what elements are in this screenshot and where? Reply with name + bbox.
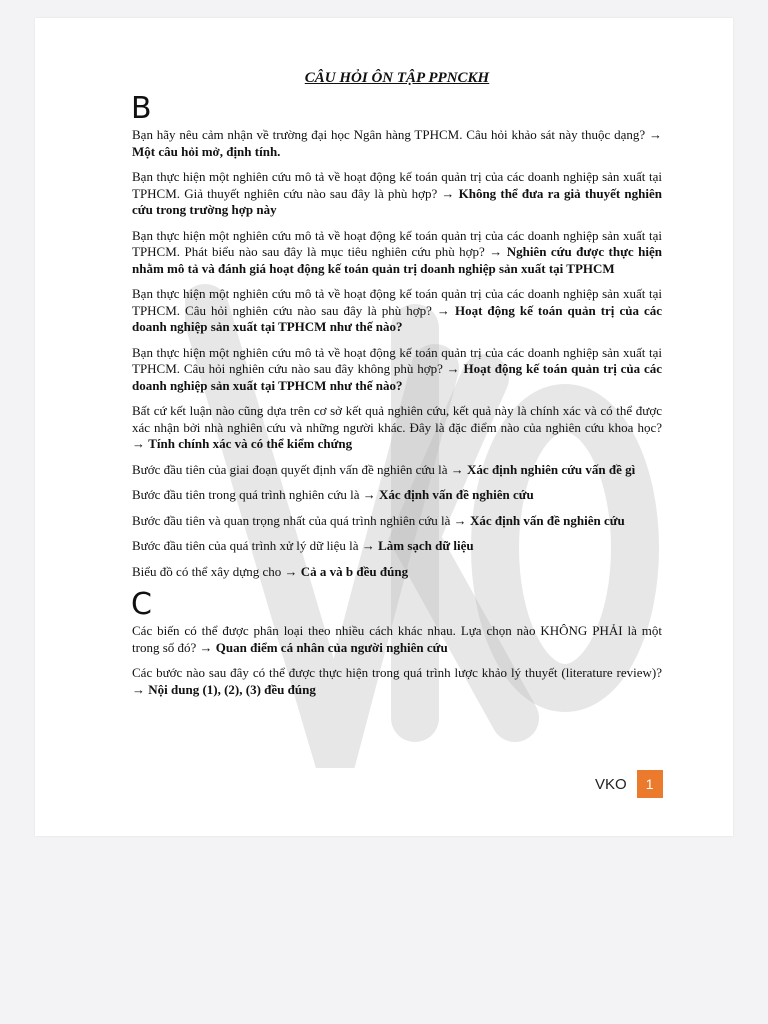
answer-text: Tính chính xác và có thể kiểm chứng xyxy=(148,436,353,451)
answer-text: Xác định vấn đề nghiên cứu xyxy=(469,512,625,528)
section-c-items xyxy=(132,623,662,698)
question-item xyxy=(132,462,662,479)
question-text: Bước đầu tiên trong quá trình nghiên cứu là → xyxy=(132,487,379,502)
question-item xyxy=(132,403,662,453)
question-item xyxy=(132,665,662,698)
question-text: Bước đầu tiên và quan trọng nhất của quá trình nghiên cứu là → xyxy=(132,512,470,528)
answer-text: Xác định nghiên cứu vấn đề gì xyxy=(467,461,636,477)
footer-brand: VKO xyxy=(595,775,627,793)
document-page xyxy=(35,18,733,836)
question-text: Bạn hãy nêu cảm nhận về trường đại học Ngân hàng TPHCM. Câu hỏi khảo sát này thuộc dạng? → xyxy=(132,127,662,142)
question-item xyxy=(132,127,662,160)
question-item xyxy=(132,623,662,656)
question-item xyxy=(132,286,662,336)
answer-text: Hoạt động kế toán quản trị của các doanh nghiệp sản xuất tại TPHCM như thế nào? xyxy=(132,302,663,334)
section-letter-c: C xyxy=(131,587,152,622)
question-text: Bất cứ kết luận nào cũng dựa trên cơ sở kết quả nghiên cứu, kết quả này là chính xác và có thể được xác nhận bởi nhà nghiên cứu và những người khác. Đây là đặc điểm nào của nghiên cứu khoa học? → xyxy=(132,403,662,451)
page-footer xyxy=(595,770,663,798)
answer-text: Làm sạch dữ liệu xyxy=(378,538,474,553)
section-b-items xyxy=(132,127,662,580)
answer-text: Nội dung (1), (2), (3) đều đúng xyxy=(148,681,316,697)
question-text: Bạn thực hiện một nghiên cứu mô tả về hoạt động kế toán quản trị của các doanh nghiệp sản xuất tại TPHCM. Giả thuyết nghiên cứu nào sau đây là phù hợp? → xyxy=(132,169,662,201)
question-item xyxy=(132,487,662,504)
answer-text: Một câu hỏi mở, định tính. xyxy=(132,143,281,159)
question-item xyxy=(132,169,662,219)
answer-text: Không thể đưa ra giả thuyết nghiên cứu trong trường hợp này xyxy=(132,185,662,217)
answer-text: Cả a và b đều đúng xyxy=(300,563,409,579)
question-item xyxy=(132,538,662,555)
question-item xyxy=(132,513,662,530)
question-text: Bạn thực hiện một nghiên cứu mô tả về hoạt động kế toán quản trị của các doanh nghiệp sản xuất tại TPHCM. Câu hỏi nghiên cứu nào sau đây là phù hợp? → xyxy=(132,286,662,318)
question-text: Các biến có thể được phân loại theo nhiều cách khác nhau. Lựa chọn nào KHÔNG PHẢI là một trong số đó? → xyxy=(132,623,662,655)
answer-text: Xác định vấn đề nghiên cứu xyxy=(378,487,534,502)
question-item xyxy=(132,228,662,278)
section-letter-b: B xyxy=(131,91,152,126)
question-text: Biểu đồ có thể xây dựng cho → xyxy=(132,563,301,579)
answer-text: Nghiên cứu được thực hiện nhằm mô tả và đánh giá hoạt động kế toán quản trị doanh nghiệp sản xuất tại TPHCM xyxy=(132,244,662,276)
question-item xyxy=(132,564,662,581)
question-text: Bước đầu tiên của giai đoạn quyết định vấn đề nghiên cứu là → xyxy=(132,461,468,477)
question-item xyxy=(132,345,662,395)
document-content xyxy=(132,70,662,707)
question-text: Các bước nào sau đây có thể được thực hiện trong quá trình lược khảo lý thuyết (literature review)? → xyxy=(132,665,662,697)
page-number-badge: 1 xyxy=(637,770,663,798)
question-text: Bạn thực hiện một nghiên cứu mô tả về hoạt động kế toán quản trị của các doanh nghiệp sản xuất tại TPHCM. Câu hỏi nghiên cứu nào sau đây không phù hợp? → xyxy=(132,344,662,376)
question-text: Bước đầu tiên của quá trình xử lý dữ liệu là → xyxy=(132,538,379,553)
question-text: Bạn thực hiện một nghiên cứu mô tả về hoạt động kế toán quản trị của các doanh nghiệp sản xuất tại TPHCM. Phát biểu nào sau đây là mục tiêu nghiên cứu phù hợp? → xyxy=(132,227,662,259)
answer-text: Quan điểm cá nhân của người nghiên cứu xyxy=(215,639,448,655)
answer-text: Hoạt động kế toán quản trị của các doanh nghiệp sản xuất tại TPHCM như thế nào? xyxy=(132,361,662,393)
page-title: CÂU HỎI ÔN TẬP PPNCKH xyxy=(304,70,490,86)
